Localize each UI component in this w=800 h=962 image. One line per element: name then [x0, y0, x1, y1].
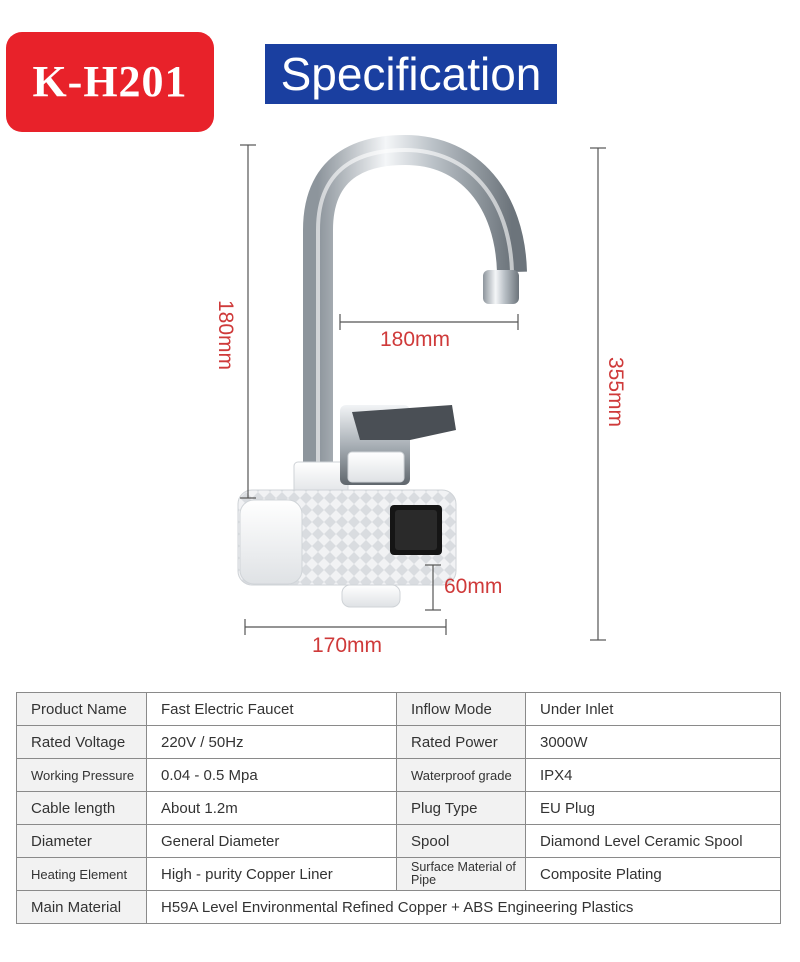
body-width-label: 170mm	[312, 634, 383, 657]
spec-value: High - purity Copper Liner	[147, 858, 397, 891]
spec-label: Waterproof grade	[397, 759, 526, 792]
spec-value: H59A Level Environmental Refined Copper + ABS Engineering Plastics	[147, 891, 781, 924]
spec-value: General Diameter	[147, 825, 397, 858]
spec-value: Composite Plating	[526, 858, 781, 891]
spec-value: 220V / 50Hz	[147, 726, 397, 759]
table-row	[17, 726, 781, 759]
spec-value: Fast Electric Faucet	[147, 693, 397, 726]
spec-value: EU Plug	[526, 792, 781, 825]
spec-label: Rated Voltage	[17, 726, 147, 759]
table-row	[17, 759, 781, 792]
spec-value: 0.04 - 0.5 Mpa	[147, 759, 397, 792]
spec-value: Under Inlet	[526, 693, 781, 726]
spec-label: Surface Material of Pipe	[397, 858, 526, 891]
table-row	[17, 825, 781, 858]
spec-label: Plug Type	[397, 792, 526, 825]
spec-label: Heating Element	[17, 858, 147, 891]
page-title: Specification	[265, 44, 557, 104]
spec-value: 3000W	[526, 726, 781, 759]
spec-label: Product Name	[17, 693, 147, 726]
spec-label: Rated Power	[397, 726, 526, 759]
spec-label: Main Material	[17, 891, 147, 924]
spout-tip	[483, 270, 519, 304]
table-row	[17, 693, 781, 726]
water-outlet	[342, 585, 400, 607]
spec-value: Diamond Level Ceramic Spool	[526, 825, 781, 858]
spec-label: Cable length	[17, 792, 147, 825]
spec-label: Spool	[397, 825, 526, 858]
spec-value: About 1.2m	[147, 792, 397, 825]
spec-table	[16, 692, 781, 924]
spec-label: Diameter	[17, 825, 147, 858]
table-row	[17, 858, 781, 891]
spout-height-label: 180mm	[214, 300, 237, 371]
model-badge: K-H201	[6, 32, 214, 132]
total-height-label: 355mm	[604, 357, 627, 428]
spec-label: Working Pressure	[17, 759, 147, 792]
spec-value: IPX4	[526, 759, 781, 792]
spout-reach-label: 180mm	[380, 328, 451, 351]
table-row	[17, 792, 781, 825]
body-end-cap	[240, 500, 302, 584]
spec-label: Inflow Mode	[397, 693, 526, 726]
table-row	[17, 891, 781, 924]
base-height-label: 60mm	[444, 575, 503, 598]
